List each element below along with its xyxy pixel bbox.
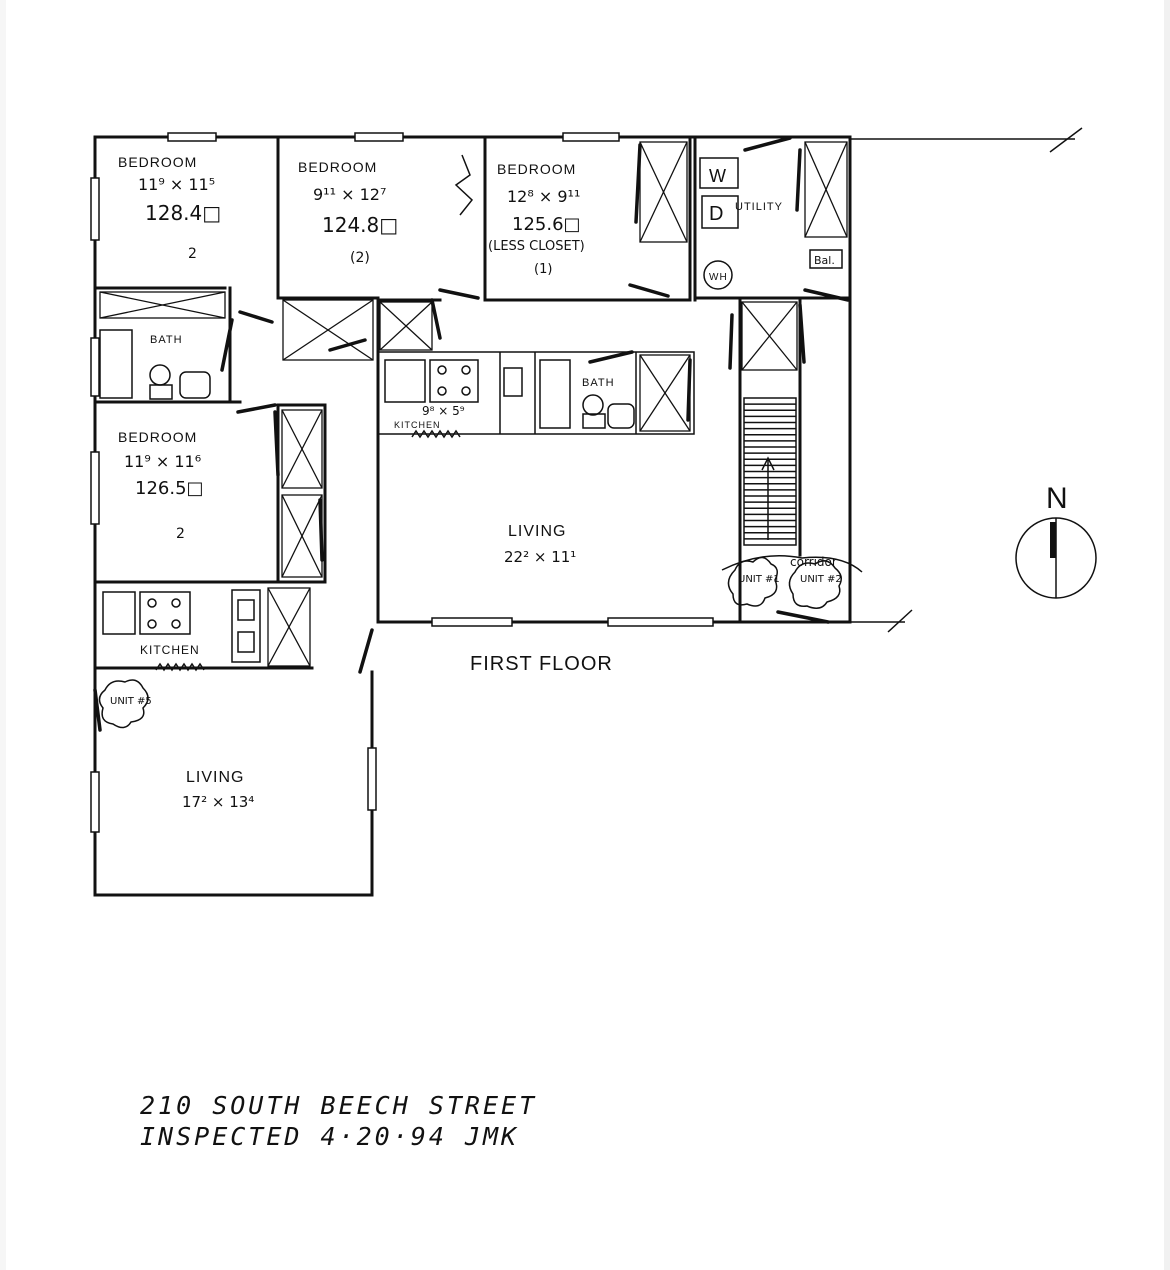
bedroom-4-dims: 11⁹ × 11⁶ bbox=[124, 452, 202, 471]
living-west-name: LIVING bbox=[186, 769, 245, 786]
kitchen-center-name: KITCHEN bbox=[394, 420, 441, 430]
bedroom-2-name: BEDROOM bbox=[298, 159, 378, 175]
bedroom-4-count: 2 bbox=[176, 526, 185, 542]
bedroom-1-name: BEDROOM bbox=[118, 154, 198, 170]
footer-inspection: INSPECTED 4·20·94 JMK bbox=[140, 1122, 520, 1151]
bedroom-2-count: (2) bbox=[350, 250, 370, 266]
compass-north-letter: N bbox=[1046, 482, 1069, 515]
footer-address: 210 SOUTH BEECH STREET bbox=[140, 1091, 538, 1120]
bedroom-2-dims: 9¹¹ × 12⁷ bbox=[313, 185, 387, 204]
unit-5-label: UNIT #5 bbox=[110, 696, 152, 707]
drawing-footer bbox=[140, 1090, 660, 1152]
kitchen-west-name: KITCHEN bbox=[140, 643, 200, 657]
living-center-name: LIVING bbox=[508, 523, 567, 540]
bath-east-label: BATH bbox=[582, 377, 615, 389]
fixtures bbox=[100, 158, 842, 662]
chimney-squiggle bbox=[456, 155, 472, 215]
dryer-label: D bbox=[709, 203, 725, 225]
staircase bbox=[744, 398, 796, 545]
bedroom-2-area: 124.8□ bbox=[322, 213, 399, 237]
bedroom-3-area: 125.6□ bbox=[512, 214, 581, 235]
kitchen-center-dims: 9⁸ × 5⁹ bbox=[422, 404, 465, 418]
north-compass bbox=[1016, 482, 1096, 598]
bedroom-1-area: 128.4□ bbox=[145, 201, 222, 225]
washer-label: W bbox=[709, 166, 727, 186]
unit-2-label: UNIT #2 bbox=[800, 574, 842, 585]
bedroom-1-count: 2 bbox=[188, 246, 197, 262]
floor-label: FIRST FLOOR bbox=[470, 653, 613, 675]
room-labels bbox=[110, 154, 842, 811]
boiler-label: Bal. bbox=[814, 254, 835, 267]
bedroom-3-dims: 12⁸ × 9¹¹ bbox=[507, 187, 581, 206]
bedroom-3-note: (LESS CLOSET) bbox=[488, 239, 585, 254]
living-west-dims: 17² × 13⁴ bbox=[182, 793, 255, 811]
corridor-label: corridor bbox=[790, 555, 837, 569]
water-heater-label: WH bbox=[709, 272, 728, 283]
bedroom-3-count: (1) bbox=[534, 262, 553, 277]
unit-1-label: UNIT #1 bbox=[738, 574, 780, 585]
bedroom-4-area: 126.5□ bbox=[135, 478, 204, 499]
bedroom-3-name: BEDROOM bbox=[497, 161, 577, 177]
bedroom-4-name: BEDROOM bbox=[118, 429, 198, 445]
living-center-dims: 22² × 11¹ bbox=[504, 548, 577, 566]
bath-west-label: BATH bbox=[150, 334, 183, 346]
bedroom-1-dims: 11⁹ × 11⁵ bbox=[138, 175, 216, 194]
utility-label: UTILITY bbox=[735, 201, 783, 213]
